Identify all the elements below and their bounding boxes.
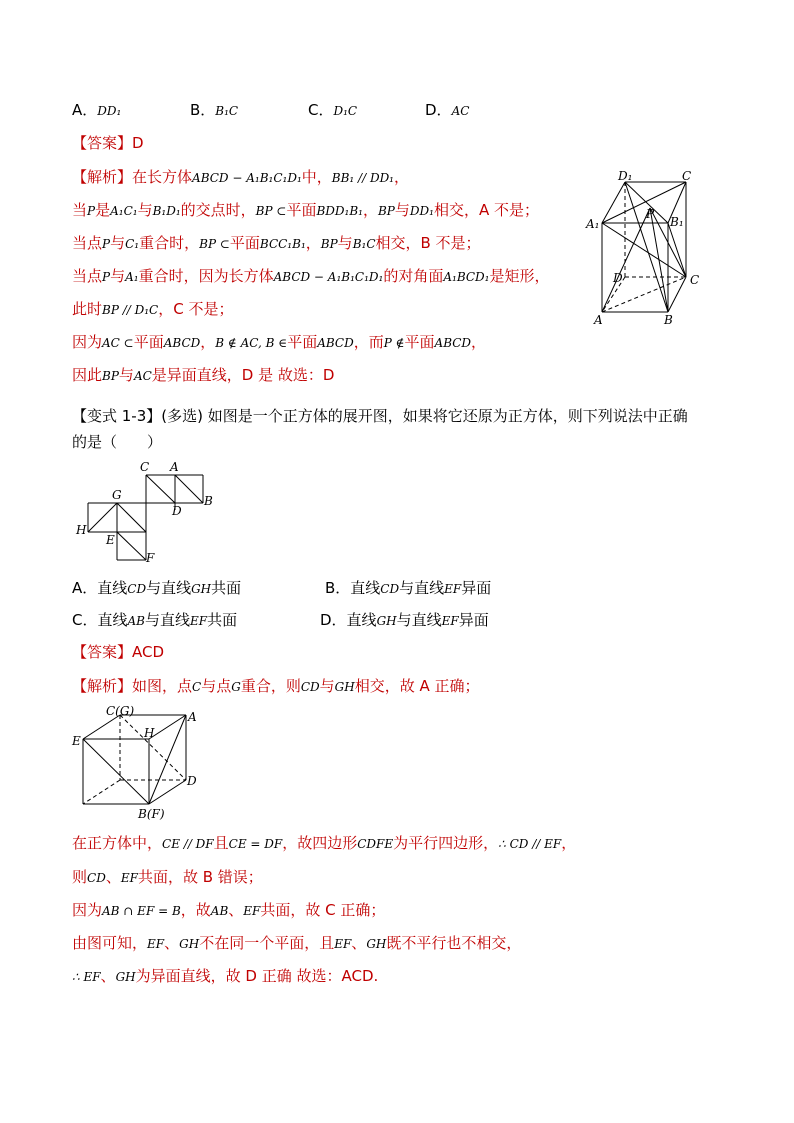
analysis-1-line-5: 此时BP // D₁C，C 不是； bbox=[72, 300, 234, 318]
analysis-2-line-6: ∴ EF、GH为异面直线，故 D 正确 故选：ACD. bbox=[72, 967, 379, 985]
cube-label-d: D bbox=[187, 774, 197, 788]
cube-label-h: H bbox=[144, 726, 155, 740]
net-label-b: B bbox=[204, 494, 213, 508]
cube-label-cg: C(G) bbox=[106, 704, 135, 718]
q2-option-d: D．直线GH与直线EF异面 bbox=[320, 611, 489, 629]
analysis-1-line-2: 当P是A₁C₁与B₁D₁的交点时，BP ⊂平面BDD₁B₁，BP与DD₁相交，A 不是； bbox=[72, 201, 539, 219]
net-label-f: F bbox=[146, 551, 155, 565]
analysis-1-line-4: 当点P与A₁重合时，因为长方体ABCD − A₁B₁C₁D₁的对角面A₁BCD₁是矩形， bbox=[72, 267, 550, 285]
analysis-1-line-6: 因为AC ⊂平面ABCD，B ∉ AC, B ∈平面ABCD，而P ∉平面ABCD， bbox=[72, 333, 487, 351]
net-label-g: G bbox=[112, 488, 122, 502]
cube-label-a: A bbox=[188, 710, 197, 724]
variant-question-line-2: 的是（ ） bbox=[72, 433, 163, 451]
figure-prism bbox=[580, 170, 710, 330]
analysis-2-line-1: 【解析】如图，点C与点G重合，则CD与GH相交，故 A 正确； bbox=[72, 677, 480, 695]
option-a: A．DD₁ bbox=[72, 101, 122, 119]
net-label-a: A bbox=[170, 460, 179, 474]
label-b1: B₁ bbox=[670, 215, 684, 229]
cube-label-e: E bbox=[72, 734, 81, 748]
label-d: D bbox=[613, 271, 623, 285]
q2-option-c: C．直线AB与直线EF共面 bbox=[72, 611, 238, 629]
label-b: B bbox=[664, 313, 673, 327]
analysis-1-line-7: 因此BP与AC是异面直线，D 是 故选：D bbox=[72, 366, 335, 384]
cube-label-bf: B(F) bbox=[138, 807, 165, 821]
analysis-1-line-1: 【解析】在长方体ABCD − A₁B₁C₁D₁中，BB₁ // DD₁， bbox=[72, 168, 410, 186]
net-label-d: D bbox=[172, 504, 182, 518]
option-b: B．B₁C bbox=[190, 101, 239, 119]
q2-option-a: A．直线CD与直线GH共面 bbox=[72, 579, 242, 597]
label-c: C bbox=[690, 273, 700, 287]
q2-option-b: B．直线CD与直线EF异面 bbox=[325, 579, 492, 597]
answer-1: 【答案】D bbox=[72, 134, 144, 152]
analysis-2-line-4: 因为AB ∩ EF = B，故AB、EF共面，故 C 正确； bbox=[72, 901, 386, 919]
net-label-e: E bbox=[106, 533, 115, 547]
variant-question-line-1: 【变式 1-3】(多选) 如图是一个正方体的展开图，如果将它还原为正方体，则下列说法中正确 bbox=[72, 407, 688, 425]
analysis-2-line-3: 则CD、EF共面，故 B 错误； bbox=[72, 868, 263, 886]
analysis-2-line-2: 在正方体中，CE // DF且CE = DF，故四边形CDFE为平行四边形，∴ CD // EF， bbox=[72, 834, 577, 852]
net-label-c: C bbox=[140, 460, 150, 474]
label-a1: A₁ bbox=[586, 217, 600, 231]
figure-cube bbox=[66, 703, 206, 825]
option-c: C．D₁C bbox=[308, 101, 358, 119]
label-d1: D₁ bbox=[618, 169, 633, 183]
label-a: A bbox=[594, 313, 603, 327]
answer-2: 【答案】ACD bbox=[72, 643, 165, 661]
figure-cube-net bbox=[72, 460, 222, 570]
analysis-2-line-5: 由图可知，EF、GH不在同一个平面，且EF、GH既不平行也不相交， bbox=[72, 934, 522, 952]
analysis-1-line-3: 当点P与C₁重合时，BP ⊂平面BCC₁B₁，BP与B₁C相交，B 不是； bbox=[72, 234, 481, 252]
option-d: D．AC bbox=[425, 101, 470, 119]
label-p: P bbox=[646, 207, 655, 221]
net-label-h: H bbox=[76, 523, 87, 537]
label-c1: C bbox=[682, 169, 692, 183]
